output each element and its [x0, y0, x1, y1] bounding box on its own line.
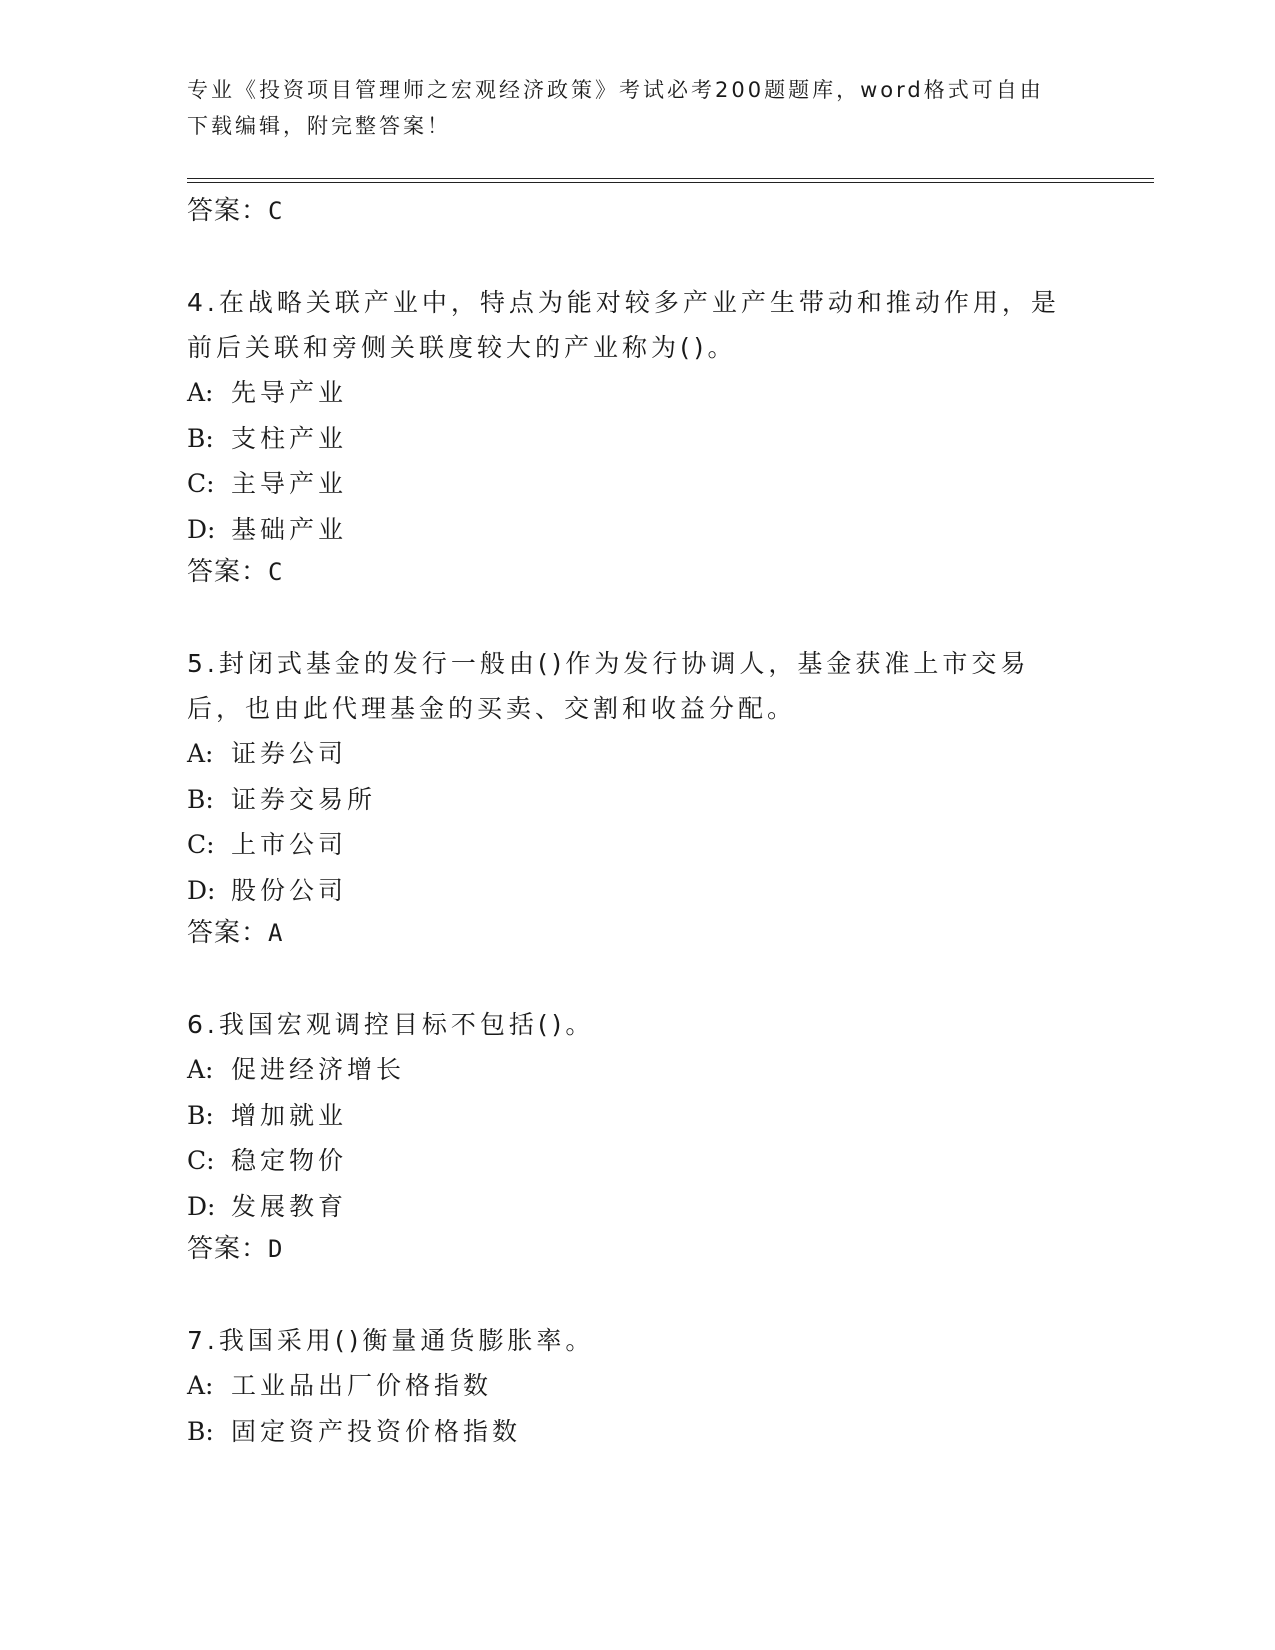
- option-text: 固定资产投资价格指数: [231, 1416, 522, 1446]
- option-text: 先导产业: [231, 378, 348, 407]
- question-block: [187, 1318, 1087, 1454]
- option-key: A:: [187, 739, 214, 768]
- option-text: 工业品出厂价格指数: [231, 1371, 493, 1400]
- answer-label: 答案：: [187, 196, 269, 226]
- option-text: 发展教育: [231, 1191, 348, 1221]
- header-line-1: 专业《投资项目管理师之宏观经济政策》考试必考200题题库，word格式可自由: [187, 78, 1044, 102]
- document-header: [187, 72, 1087, 144]
- option-b: [187, 1409, 1087, 1455]
- option-a: [187, 370, 1087, 416]
- option-b: [187, 777, 1087, 823]
- option-text: 支柱产业: [231, 423, 348, 453]
- option-key: A:: [187, 1055, 214, 1084]
- option-text: 促进经济增长: [231, 1055, 406, 1084]
- option-key: B:: [187, 423, 214, 453]
- option-text: 股份公司: [231, 875, 348, 905]
- option-text: 基础产业: [231, 514, 348, 544]
- option-key: B:: [187, 784, 214, 814]
- option-text: 证券公司: [231, 739, 348, 768]
- option-text: 增加就业: [231, 1100, 348, 1130]
- option-a: [187, 1047, 1087, 1093]
- question-block: [187, 280, 1087, 592]
- option-a: [187, 1363, 1087, 1409]
- question-text: 4.在战略关联产业中，特点为能对较多产业产生带动和推动作用，是前后关联和旁侧关联度较大的产业称为()。: [187, 288, 1060, 362]
- question-block: [187, 641, 1087, 953]
- option-d: [187, 507, 1087, 553]
- answer-label: 答案：: [187, 1234, 269, 1264]
- answer-line: [187, 552, 1087, 592]
- option-c: [187, 1138, 1087, 1184]
- answer-label: 答案：: [187, 557, 269, 587]
- answer-line: [187, 913, 1087, 953]
- answer-line: [187, 191, 1087, 231]
- option-c: [187, 461, 1087, 507]
- option-text: 主导产业: [231, 469, 348, 498]
- header-divider: [187, 178, 1154, 183]
- option-b: [187, 1093, 1087, 1139]
- option-d: [187, 868, 1087, 914]
- question-text: 6.我国宏观调控目标不包括()。: [187, 1010, 595, 1039]
- question-block: [187, 1002, 1087, 1269]
- option-key: B:: [187, 1100, 214, 1130]
- option-key: B:: [187, 1416, 214, 1446]
- option-text: 证券交易所: [231, 784, 377, 814]
- option-key: C:: [187, 469, 215, 498]
- answer-value: D: [268, 1235, 283, 1263]
- option-b: [187, 416, 1087, 462]
- option-key: D:: [187, 875, 216, 905]
- answer-value: A: [268, 919, 283, 947]
- answer-label: 答案：: [187, 918, 269, 948]
- option-text: 稳定物价: [231, 1146, 348, 1175]
- option-key: A:: [187, 1371, 214, 1400]
- option-a: [187, 731, 1087, 777]
- question-text: 5.封闭式基金的发行一般由()作为发行协调人，基金获准上市交易后，也由此代理基金的买卖、交割和收益分配。: [187, 649, 1030, 723]
- header-line-2: 下载编辑，附完整答案！: [187, 114, 451, 138]
- answer-value: C: [268, 197, 283, 225]
- question-text: 7.我国采用()衡量通货膨胀率。: [187, 1326, 595, 1355]
- answer-value: C: [268, 558, 283, 586]
- option-key: C:: [187, 830, 215, 859]
- option-key: A:: [187, 378, 214, 407]
- option-d: [187, 1184, 1087, 1230]
- option-key: D:: [187, 514, 216, 544]
- option-key: D:: [187, 1191, 216, 1221]
- answer-line: [187, 1229, 1087, 1269]
- document-body: [187, 187, 1087, 1454]
- option-key: C:: [187, 1146, 215, 1175]
- option-text: 上市公司: [231, 830, 348, 859]
- option-c: [187, 822, 1087, 868]
